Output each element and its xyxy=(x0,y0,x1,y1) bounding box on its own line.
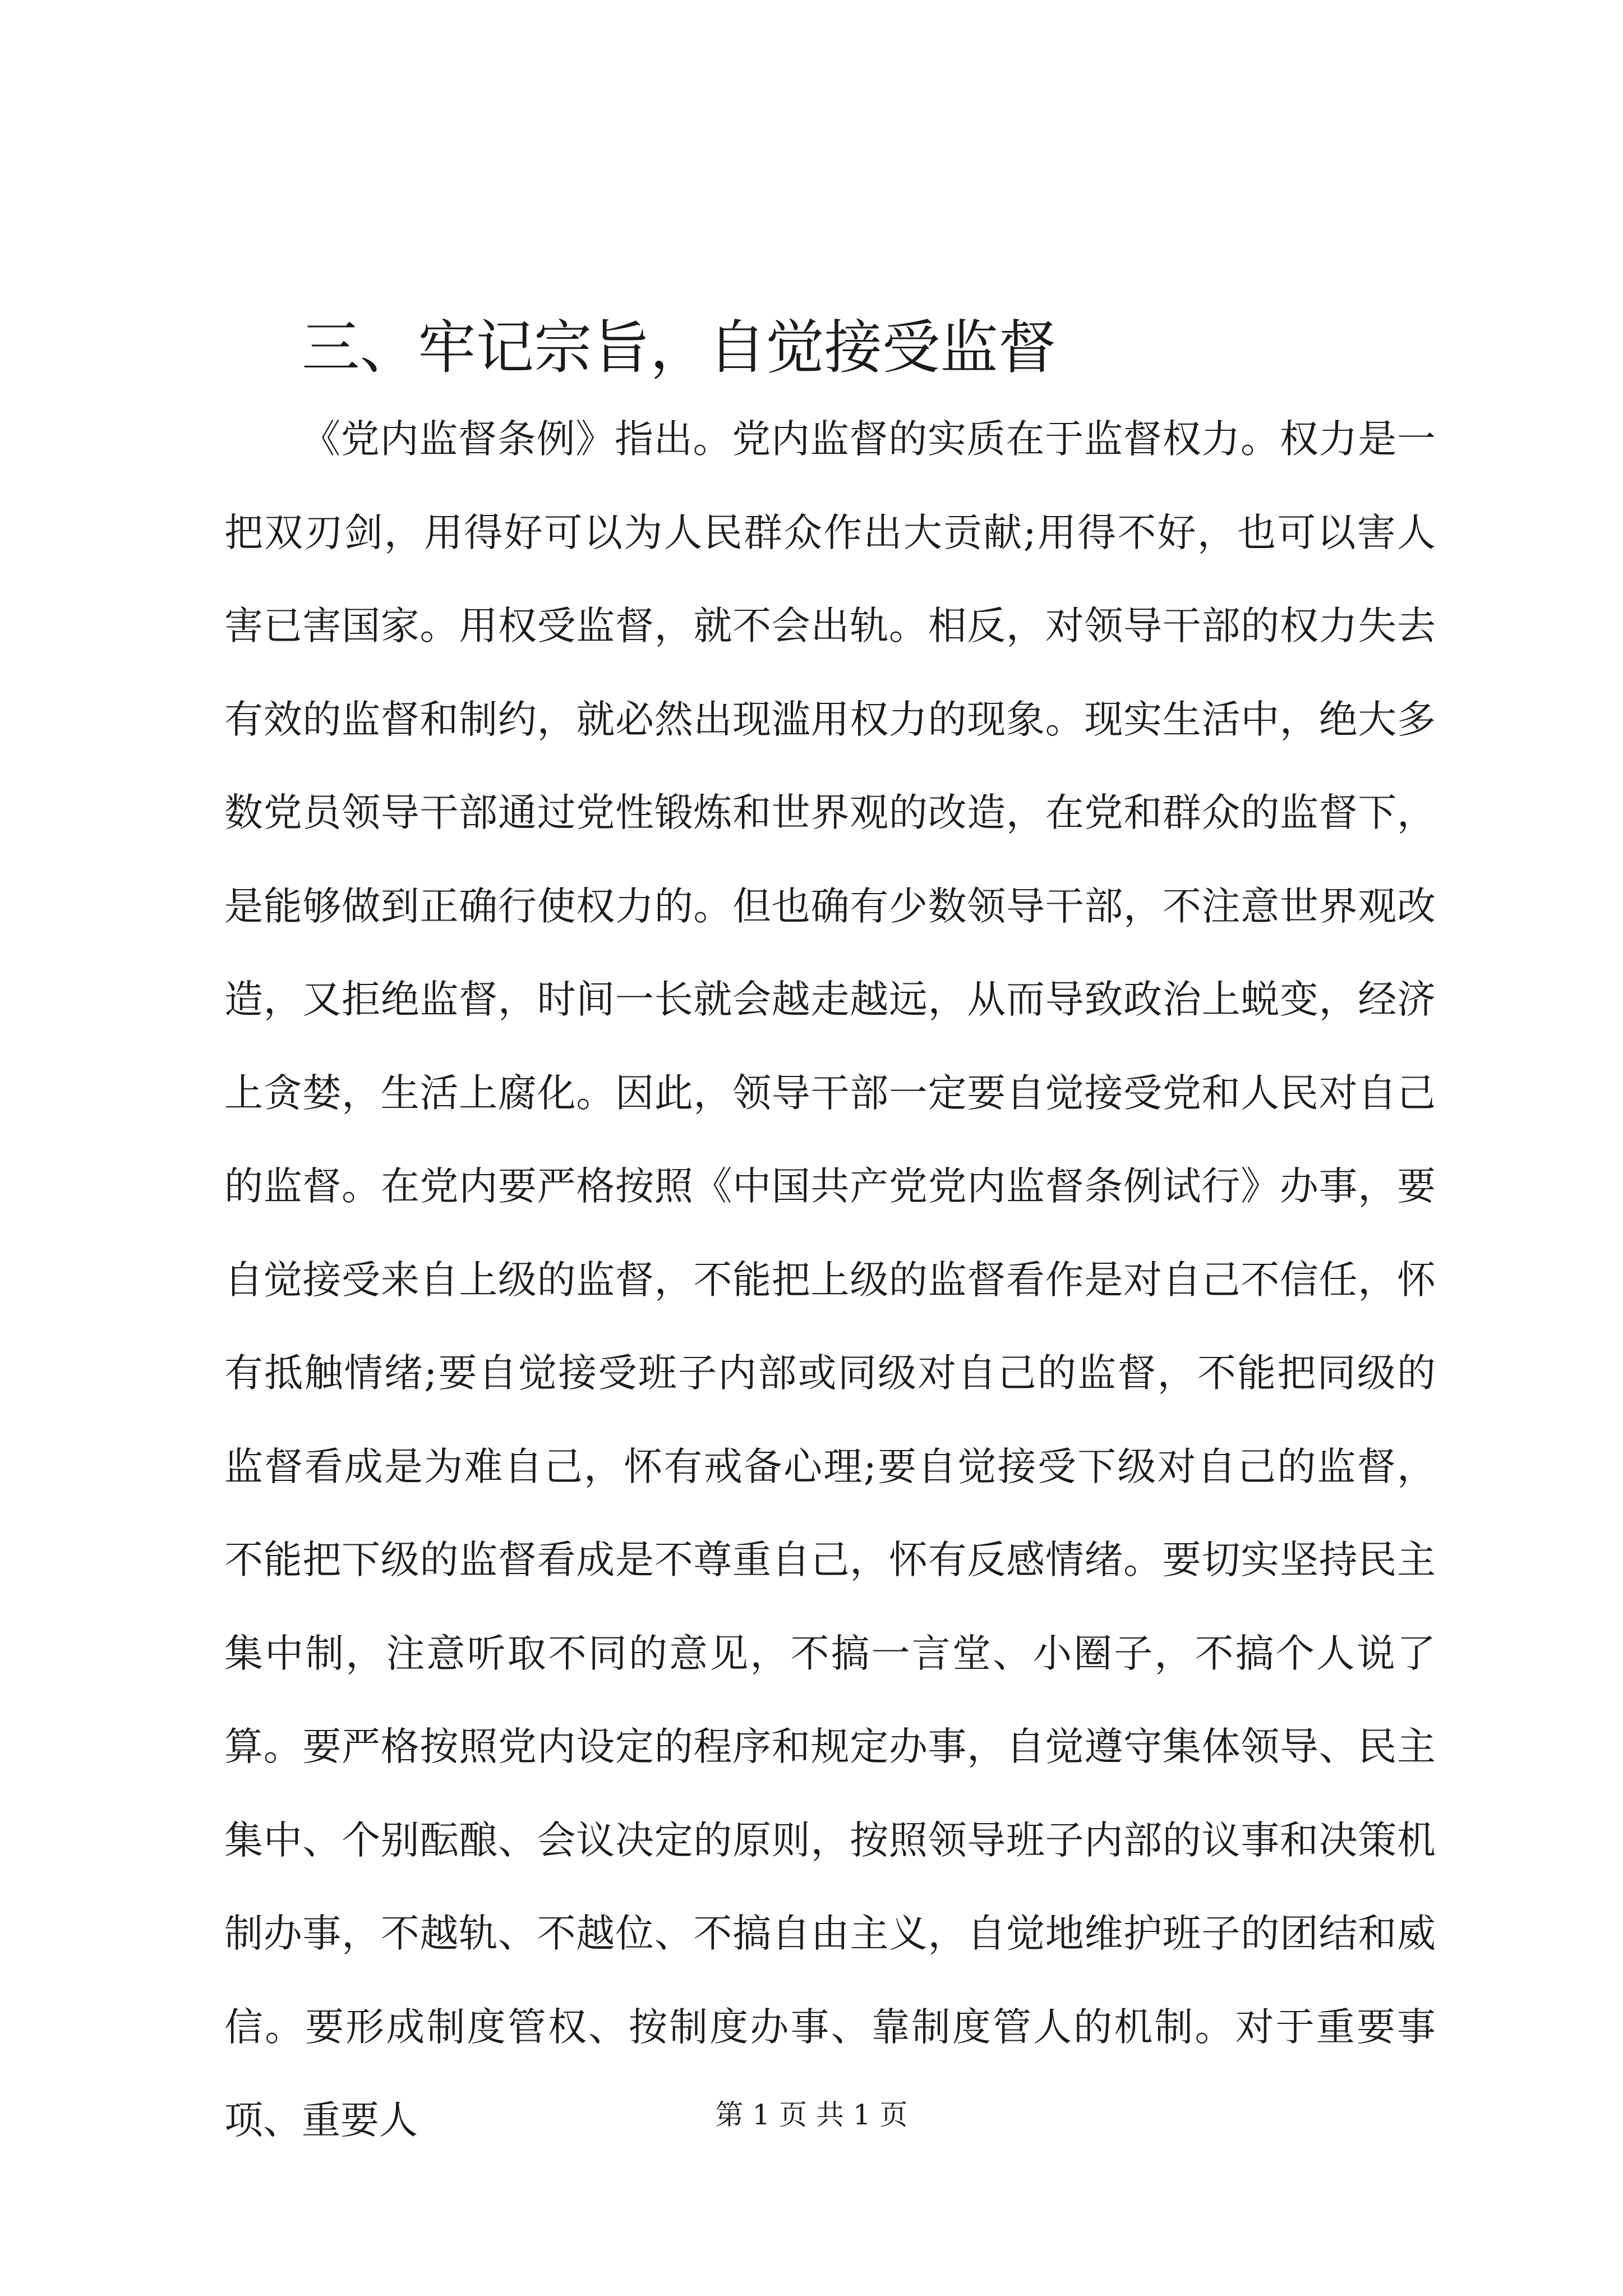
document-body xyxy=(224,303,1436,2168)
section-heading: 三、牢记宗旨，自觉接受监督 xyxy=(302,314,1057,381)
body-paragraph: 《党内监督条例》指出。党内监督的实质在于监督权力。权力是一把双刃剑，用得好可以为人民群众作出大贡献;用得不好，也可以害人害已害国家。用权受监督，就不会出轨。相反，对领导干部的权力失去有效的监督和制约，就必然出现滥用权力的现象。现实生活中，绝大多数党员领导干部通过党性锻炼和世界观的改造，在党和群众的监督下，是能够做到正确行使权力的。但也确有少数领导干部，不注意世界观改造，又拒绝监督，时间一长就会越走越远，从而导致政治上蜕变，经济上贪婪，生活上腐化。因此，领导干部一定要自觉接受党和人民对自己的监督。在党内要严格按照《中国共产党党内监督条例试行》办事，要自觉接受来自上级的监督，不能把上级的监督看作是对自己不信任，怀有抵触情绪;要自觉接受班子内部或同级对自己的监督，不能把同级的监督看成是为难自己，怀有戒备心理;要自觉接受下级对自己的监督，不能把下级的监督看成是不尊重自己，怀有反感情绪。要切实坚持民主集中制，注意听取不同的意见，不搞一言堂、小圈子，不搞个人说了算。要严格按照党内设定的程序和规定办事，自觉遵守集体领导、民主集中、个别酝酿、会议决定的原则，按照领导班子内部的议事和决策机制办事，不越轨、不越位、不搞自由主义，自觉地维护班子的团结和威信。要形成制度管权、按制度办事、靠制度管人的机制。对于重要事项、重要人 xyxy=(224,417,1436,2143)
page-footer: 第 1 页 共 1 页 xyxy=(715,2099,908,2131)
